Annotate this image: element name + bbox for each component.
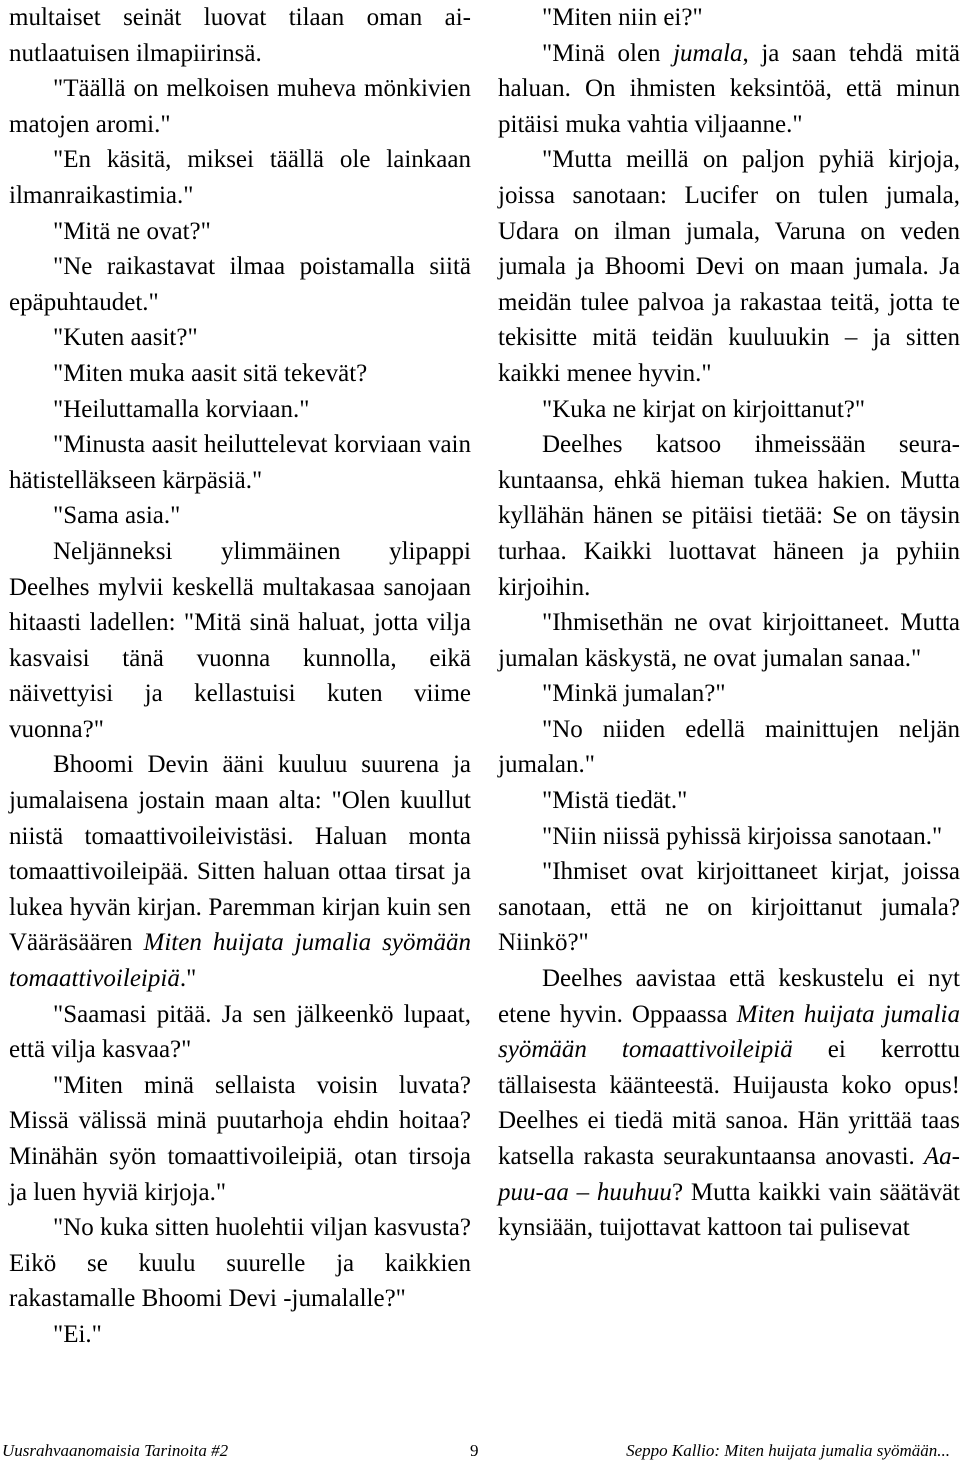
paragraph [498, 783, 960, 819]
paragraph [498, 36, 960, 143]
paragraph [498, 712, 960, 783]
paragraph [498, 676, 960, 712]
paragraph-text: "Saamasi pitää. Ja sen jälkeenkö lupaat, että vilja kasvaa?" [9, 1000, 471, 1064]
paragraph-text: "Mistä tiedät." [542, 787, 688, 815]
paragraph-text: Bhoomi Devin ääni kuuluu suurena ja jumalaisena jostain maan alta: "Olen kuullut niistä tomaattivoileivistäsi. Haluan monta tomaattivoileipää. Sitten haluan ottaa tirsat ja lukea hyvän kirjan. Paremman kirjan kuin sen Vääräsäären [9, 751, 471, 957]
paragraph-text: "Mitä ne ovat?" [53, 217, 211, 245]
paragraph [498, 819, 960, 855]
paragraph-text: "Minä olen [542, 39, 674, 67]
paragraph-text: "Miten muka aasit sitä tekevät? [53, 359, 368, 387]
paragraph [9, 320, 471, 356]
paragraph [9, 498, 471, 534]
italic-title-text: Miten huijata jumalia syömään tomaattivoileipiä [498, 1000, 960, 1064]
paragraph [498, 427, 960, 605]
paragraph-text: Deelhes katsoo ihmeissään seurakuntaansa, ehkä hieman tukea hakien. Mutta kyllähän hänen se pitäisi tietää: Se on täysin turhaa. Kaikki luottavat häneen ja pyhiin kirjoihin. [498, 431, 960, 601]
paragraph [9, 214, 471, 250]
paragraph [9, 1317, 471, 1353]
paragraph-text: ei kerrottu tällaisesta käänteestä. Huijausta koko opus! Deelhes ei tiedä mitä sanoa. Hän yrittää taas katsella rakasta seurakuntaansa anovasti. [498, 1036, 960, 1170]
footer-author-title: Seppo Kallio: Miten huijata jumalia syömään... [626, 1441, 950, 1460]
page-number: 9 [470, 1441, 479, 1460]
paragraph-text: "Minusta aasit heiluttelevat korviaan vain hätistelläkseen kärpäsiä." [9, 431, 471, 494]
paragraph-text: "Niin niissä pyhissä kirjoissa sanotaan." [542, 822, 943, 850]
paragraph [9, 142, 471, 213]
paragraph-text: "Ihmisethän ne ovat kirjoittaneet. Mutta jumalan käskystä, ne ovat jumalan sanaa." [498, 609, 960, 672]
paragraph-text: ." [179, 965, 197, 993]
paragraph [9, 997, 471, 1068]
paragraph-text: Neljänneksi ylimmäinen ylipappi Deelhes mylvii keskellä multakasaa sanojaan hitaasti ladellen: "Mitä sinä haluat, jotta vilja kasvaisi tänä vuonna kunnolla, eikä näivettyisi ja kellastuisi kuten viime vuonna?" [9, 537, 471, 743]
paragraph [9, 356, 471, 392]
paragraph-text: "Heiluttamalla korviaan." [53, 395, 310, 423]
paragraph-text: "En käsitä, miksei täällä ole lainkaan ilmanraikastimia." [9, 146, 471, 209]
paragraph [498, 605, 960, 676]
paragraph-text: "No kuka sitten huolehtii viljan kasvusta? Eikö se kuulu suurelle ja kaikkien rakastamalle Bhoomi Devi -jumalalle?" [9, 1214, 471, 1313]
italic-title-text: Miten huijata jumalia syömään tomaattivoileipiä [9, 929, 471, 993]
paragraph-text: "Miten minä sellaista voisin luvata? Missä välissä minä puutarhoja ehdin hoitaa? Minähän syön tomaattivoileipiä, otan tirsoja ja luen hyviä kirjoja." [9, 1071, 471, 1206]
left-text-column [9, 0, 471, 1353]
paragraph-text: "Ihmiset ovat kirjoittaneet kirjat, joissa sanotaan, että ne on kirjoittanut jumala? Niinkö?" [498, 858, 960, 957]
paragraph [498, 392, 960, 428]
paragraph [9, 1068, 471, 1210]
paragraph-text: "Miten niin ei?" [542, 4, 703, 31]
paragraph [9, 249, 471, 320]
paragraph-text: ? Mutta kaikki vain säätävät kynsiään, tuijottavat kattoon tai pulisevat [498, 1178, 960, 1242]
paragraph-text: "Sama asia." [53, 502, 181, 530]
page-footer [0, 1440, 960, 1470]
paragraph-text: "Minkä jumalan?" [542, 680, 726, 708]
paragraph [498, 854, 960, 961]
paragraph [9, 747, 471, 996]
paragraph-text: "Mutta meillä on paljon pyhiä kirjoja, joissa sanotaan: Lucifer on tulen jumala, Udara on ilman jumala, Varuna on veden jumala ja Bhoomi Devi on maan jumala. Ja meidän tulee palvoa ja rakastaa teitä, jotta te tekisitte mitä teidän kuuluukin – ja sitten kaikki menee hyvin." [498, 146, 960, 387]
paragraph [498, 961, 960, 1246]
paragraph [498, 142, 960, 391]
paragraph [9, 534, 471, 748]
right-text-column [498, 0, 960, 1246]
paragraph-text: "Kuten aasit?" [53, 324, 198, 352]
paragraph [9, 427, 471, 498]
paragraph-text: "Ne raikastavat ilmaa poistamalla siitä epäpuhtaudet." [9, 253, 471, 316]
paragraph [9, 0, 471, 71]
paragraph [9, 1210, 471, 1317]
paragraph-text: "Kuka ne kirjat on kirjoittanut?" [542, 395, 866, 423]
paragraph [498, 0, 960, 36]
paragraph-text: "Täällä on melkoisen muheva mönkivien matojen aromi." [9, 75, 471, 138]
paragraph [9, 71, 471, 142]
italic-title-text: jumala [673, 39, 743, 67]
footer-publication-title: Uusrahvaanomaisia Tarinoita #2 [2, 1441, 229, 1460]
paragraph-text: "Ei." [53, 1320, 102, 1348]
italic-title-text: Aa-puu-aa – huuhuu [498, 1143, 960, 1206]
paragraph-text: multaiset seinät luovat tilaan oman ainutlaatuisen ilmapiirinsä. [9, 4, 471, 67]
paragraph-text: "No niiden edellä mainittujen neljän jumalan." [498, 715, 960, 779]
paragraph-text: , ja saan tehdä mitä haluan. On ihmisten keksintöä, että minun pitäisi muka vahtia viljaanne." [498, 39, 960, 138]
paragraph [9, 392, 471, 428]
paragraph-text: Deelhes aavistaa että keskustelu ei nyt etene hyvin. Oppaassa [498, 965, 960, 1028]
